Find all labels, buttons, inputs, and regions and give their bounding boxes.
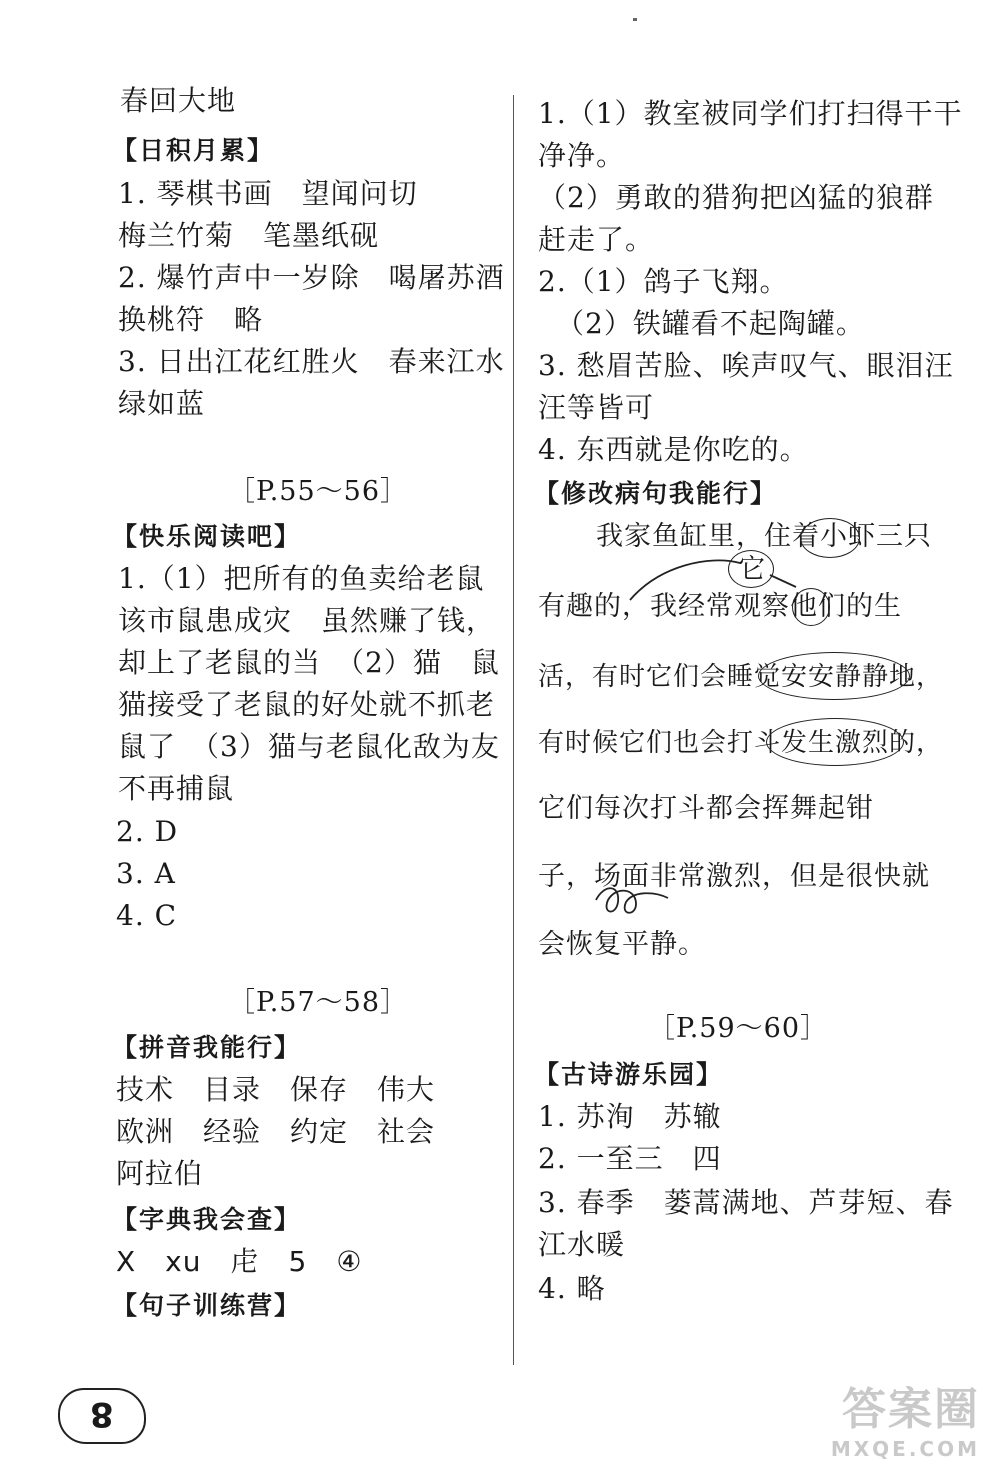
section-heading: 【古诗游乐园】 — [534, 1060, 724, 1089]
text-line: X xu 虍 5 ④ — [116, 1245, 363, 1278]
text-line: 绿如蓝 — [118, 387, 206, 420]
text-line: 猫接受了老鼠的好处就不抓老 — [118, 688, 496, 721]
text-line: 技术 目录 保存 伟大 — [116, 1073, 436, 1106]
text-line: 梅兰竹菊 笔墨纸砚 — [118, 219, 380, 252]
text-line: 子，场面非常激烈，但是很快就 — [538, 861, 930, 892]
section-heading: 【快乐阅读吧】 — [112, 522, 302, 551]
text-line: 有时候它们也会打斗发生激烈的， — [538, 728, 944, 758]
section-heading: 【日积月累】 — [112, 136, 275, 165]
section-heading: 【字典我会查】 — [112, 1205, 302, 1234]
text-line: 2.（1）鸽子飞翔。 — [538, 265, 789, 298]
watermark — [831, 1373, 980, 1461]
text-line: 3. 愁眉苦脸、唉声叹气、眼泪汪 — [538, 349, 954, 382]
text-line: 江水暖 — [538, 1228, 626, 1261]
text-line: 赶走了。 — [538, 223, 655, 256]
watermark-logo: 答案圈 — [842, 1384, 980, 1435]
watermark-url: MXQE.COM — [830, 1437, 980, 1461]
text-line: 净净。 — [538, 139, 626, 172]
text-line: 有趣的，我经常观察他们的生 — [538, 591, 902, 622]
text-line: 会恢复平静。 — [538, 929, 706, 960]
proofreading-squiggle — [590, 880, 680, 924]
page-range: ［P.57～58］ — [228, 987, 408, 1018]
top-dot — [633, 18, 637, 21]
text-line: 换桃符 略 — [118, 303, 264, 336]
text-line: 4. 东西就是你吃的。 — [538, 433, 809, 466]
text-line: 3. 春季 蒌蒿满地、芦芽短、春 — [538, 1186, 954, 1219]
text-line: 欧洲 经验 约定 社会 — [116, 1115, 436, 1148]
text-line: 1. 琴棋书画 望闻问切 — [118, 177, 418, 210]
text-line: 它们每次打斗都会挥舞起钳 — [538, 793, 874, 824]
text-line: 不再捕鼠 — [118, 772, 235, 805]
circle-mark — [758, 652, 910, 700]
text-line: 4. 略 — [538, 1272, 606, 1305]
text-line: 3. A — [116, 857, 176, 890]
text-line: 1.（1）把所有的鱼卖给老鼠 — [118, 562, 485, 595]
page-range: ［P.59～60］ — [648, 1013, 828, 1044]
text-line: 阿拉伯 — [116, 1157, 204, 1190]
text-line: 却上了老鼠的当 （2）猫 鼠 — [118, 646, 500, 679]
section-heading: 【拼音我能行】 — [112, 1033, 302, 1062]
page-number-badge — [58, 1388, 146, 1444]
text-line: 我家鱼缸里，住着小虾三只 — [596, 521, 932, 552]
text-line: （2）勇敢的猎狗把凶猛的狼群 — [538, 181, 934, 214]
section-heading: 【修改病句我能行】 — [534, 479, 778, 508]
text-line: 3. 日出江花红胜火 春来江水 — [118, 345, 505, 378]
page-number: 8 — [90, 1394, 114, 1434]
text-line: 活，有时它们会睡觉安安静静地， — [538, 662, 944, 692]
text-line: 1.（1）教室被同学们打扫得干干 — [538, 97, 963, 130]
text-line: 1. 苏洵 苏辙 — [538, 1100, 722, 1133]
circle-mark — [766, 718, 904, 766]
text-line: 鼠了 （3）猫与老鼠化敌为友 — [118, 730, 500, 763]
text-line: 该市鼠患成灾 虽然赚了钱， — [118, 604, 496, 637]
text-line: 春回大地 — [120, 84, 237, 117]
text-line: 2. D — [116, 815, 179, 848]
text-line: 汪等皆可 — [538, 391, 655, 424]
proofreading-arrow — [600, 545, 820, 605]
correction-mark: 它 — [738, 554, 766, 585]
text-line: 2. 爆竹声中一岁除 喝屠苏酒 — [118, 261, 505, 294]
text-line: （2）铁罐看不起陶罐。 — [556, 307, 865, 340]
section-heading: 【句子训练营】 — [112, 1291, 302, 1320]
text-line: 2. 一至三 四 — [538, 1142, 722, 1175]
column-divider — [513, 95, 514, 1365]
text-line: 4. C — [116, 899, 178, 932]
page-range: ［P.55～56］ — [228, 476, 408, 507]
